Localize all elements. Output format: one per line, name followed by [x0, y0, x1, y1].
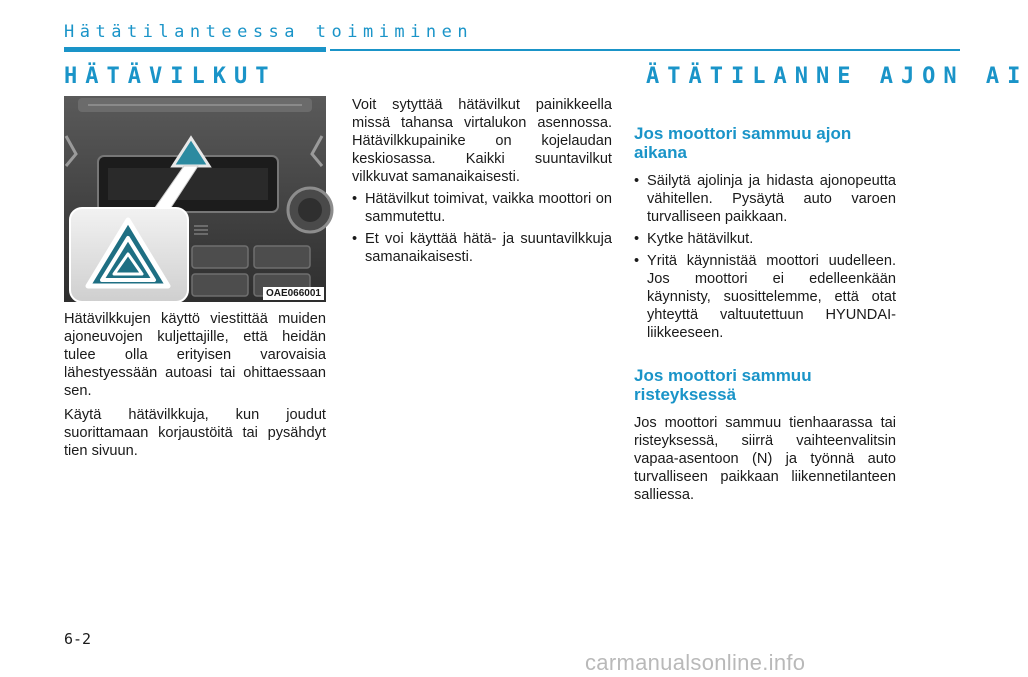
page-number: 6-2	[64, 630, 92, 648]
hazard-button-figure	[64, 96, 326, 302]
hazard-bullet-list	[352, 190, 612, 266]
paragraph-hazard-purpose: Hätävilkkujen käyttö viestittää muiden ajoneuvojen kuljettajille, että heidän tulee olla erityisen varovaisia lähestyessään autoasi tai ohittaessaan sen.	[64, 311, 326, 399]
figure-code: OAE066001	[263, 287, 324, 300]
list-item: • Säilytä ajolinja ja hidasta ajonopeutta vähitellen. Pysäytä auto varoen turvalliseen paikkaan.	[634, 172, 896, 226]
list-item: • Et voi käyttää hätä- ja suuntavilkkuja samanaikaisesti.	[352, 230, 612, 266]
chapter-title: Hätätilanteessa toimiminen	[64, 22, 474, 42]
header-rule-thick	[64, 47, 326, 52]
list-item: • Hätävilkut toimivat, vaikka moottori on sammutettu.	[352, 190, 612, 226]
stall-driving-bullet-list	[634, 172, 896, 342]
subheading-stall-at-intersection: Jos moottori sammuu risteyksessä	[634, 366, 812, 404]
dashboard-illustration	[64, 96, 326, 302]
column-1-text	[64, 310, 326, 460]
watermark-text: carmanualsonline.info	[585, 650, 806, 675]
paragraph-hazard-operation: Voit sytyttää hätävilkut painikkeella missä tahansa virtalukon asennossa. Hätävilkkupainike on kojelaudan keskiosassa. Kaikki suuntavilkut vilkkuvat samanaikaisesti.	[352, 97, 612, 185]
section-title-emergency-driving: ÄTÄTILANNE AJON AI	[646, 64, 1028, 89]
list-item: • Yritä käynnistää moottori uudelleen. Jos moottori ei edelleenkään käynnisty, suosittelemme, että otat yhteyttä valtuutettuun HYUNDAI-liikkeeseen.	[634, 252, 896, 342]
column-3-text	[634, 124, 896, 504]
section-title-hazard-lights: HÄTÄVILKUT	[64, 64, 277, 89]
subheading-stall-while-driving: Jos moottori sammuu ajon aikana	[634, 124, 852, 162]
paragraph-stall-intersection: Jos moottori sammuu tienhaarassa tai risteyksessä, siirrä vaihteenvalitsin vapaa-asentoon (N) ja työnnä auto turvalliseen paikkaan liikennetilanteen salliessa.	[634, 415, 896, 503]
paragraph-hazard-usage: Käytä hätävilkkuja, kun joudut suorittamaan korjaustöitä tai pysähdyt tien sivuun.	[64, 407, 326, 459]
header-rule-thin	[330, 49, 960, 51]
column-2-text	[352, 96, 612, 270]
list-item: • Kytke hätävilkut.	[634, 230, 896, 248]
